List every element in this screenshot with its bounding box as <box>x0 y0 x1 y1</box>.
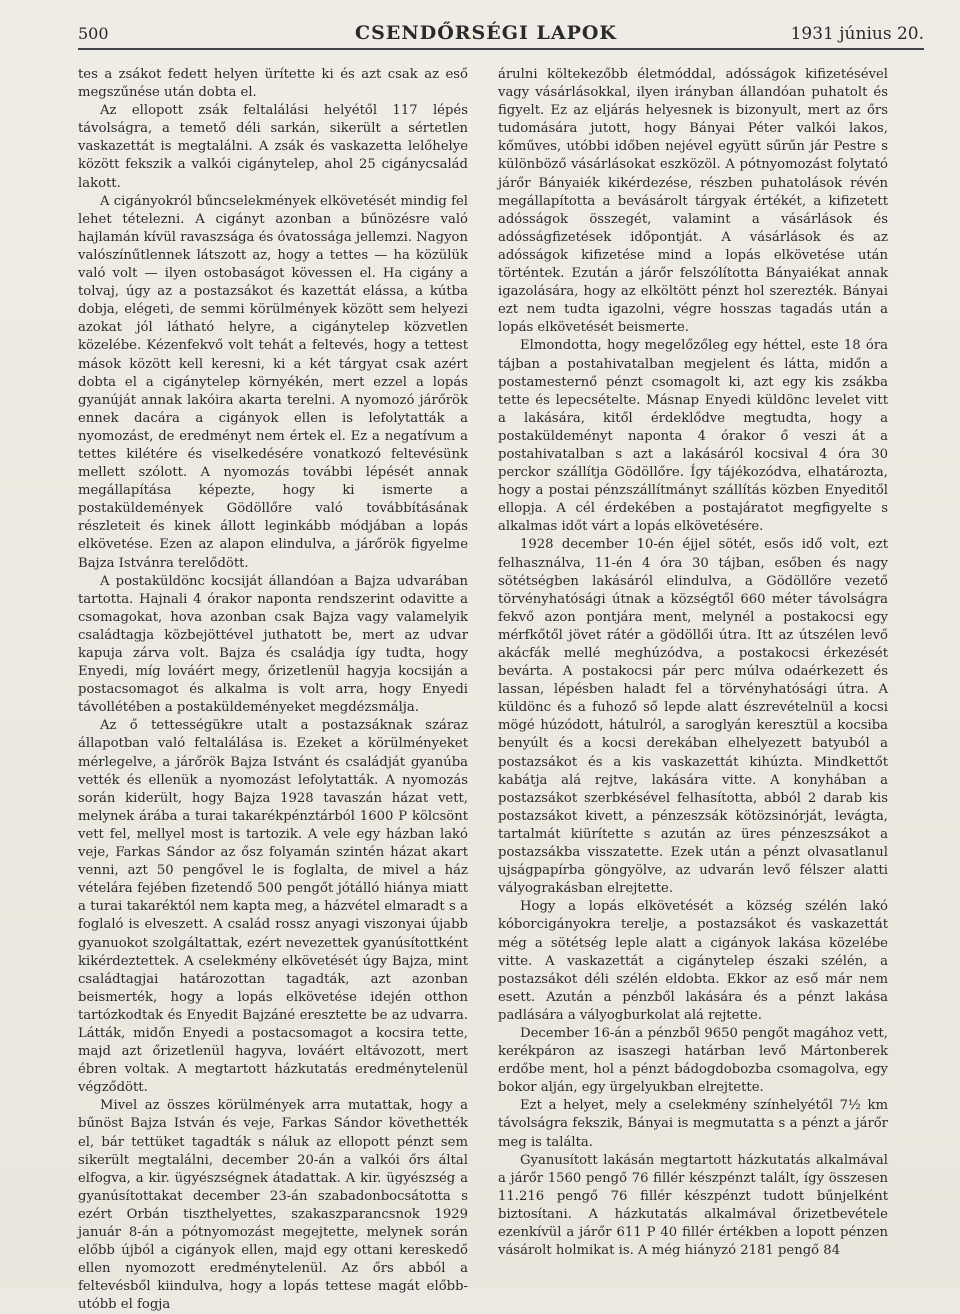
paragraph: Hogy a lopás elkövetését a község szélén lakó kóborcigányokra terelje, a postazsákot és vaskazettát még a sötétség leple alatt a cigányok lakása közelébe vitte. A vaskazettát a cigánytelep északi szélén, a postazsákot déli szélén eldobta. Ekkor az eső már nem esett. Azután a pénzből lakására és a pénzt lakása padlására a vályogburkolat alá rejtette. <box>498 899 888 1023</box>
paragraph: Mivel az összes körülmények arra mutattak, hogy a bűnöst Bajza István és veje, Farkas Sándor követhették el, bár tettüket tagadták s náluk az ellopott pénzt sem sikerült megtalálni, december 20-án a valkói őrs által elfogva, a kir. ügyészségnek átadattak. A kir. ügyészség a gyanúsítottakat december 23-án szabadonbocsátotta s ezért Orbán tiszthelyettes, szakaszparancsnok 1929 január 8-án a pótnyomozást megejtette, melynek során előbb újból a cigányok ellen, majd egy ottani kereskedő ellen nyomozott eredménytelenül. Az őrs abból a feltevésből kiindulva, hogy a lopás tettese magát előbb-utóbb el fogja <box>78 1098 468 1313</box>
paragraph: December 16-án a pénzből 9650 pengőt magához vett, kerékpáron az isaszegi határban levő Mártonberek erdőbe ment, hol a pénzt bádogdobozba csomagolva, egy bokor alján, egy ürgelyukban elrejtette. <box>498 1025 888 1096</box>
paragraph: Ezt a helyet, mely a cselekmény színhelyétől 7½ km távolságra fekszik, Bányai is megmutatta s a pénzt a járőr meg is találta. <box>498 1098 888 1150</box>
paragraph: 1928 december 10-én éjjel sötét, esős idő volt, ezt felhasználva, 11-én 4 óra 30 tájban, esőben és nagy sötétségben lakásáról elindulva, a Gödöllőre vezető törvényhatósági útnak a községtől 660 méter távolságra fekvő azon pontjára ment, melynél a postakocsi egy mérfkőtől jövet rátér a gödöllői útra. Itt az útszélen levő akácfák mellé meghúzódva, a postakocsi érkezését bevárta. A postakocsi pár perc múlva odaérkezett és lassan, lépésben haladt fel a törvényhatósági útra. A küldönc és a fuhoző ső lepde alatt észrevételnül a kocsi mögé húzódott, hátulról, a saroglyán keresztül a kocsiba benyúlt és a kocsi derekában elhelyezett batyuból a postazsákot és a kis vaskazettát kihúzta. Mindkettőt kabátja alá rejtve, lakására vitte. A konyhában a postazsákot szerbkésével felhasította, abból 2 darab kis postazsákot kivett, a pénzeszsák kötözsinórját, levágta, tartalmát kiürítette s azután az üres pénzeszsákot a postazsákba visszatette. Ezek után a pénzt olvasatlanul ujságpapírba göngyölve, az udvarán levő félszer alatti vályograkásban elrejtette. <box>498 537 888 897</box>
paragraph: tes a zsákot fedett helyen ürítette ki és azt csak az eső megszűnése után dobta el. <box>78 67 468 101</box>
paragraph: Elmondotta, hogy megelőzőleg egy héttel, este 18 óra tájban a postahivatalban megjelent és látta, midőn a postamesternő pénzt csomagolt ki, azt egy kis zsákba tette és lepecsételte. Másnap Enyedi küldönc levelet vitt a lakására, kitől érdeklődve megtudta, hogy a postaküldeményt naponta 4 órakor ő veszi át a postahivatalban s azt a lakásáról kocsival 4 óra 30 perckor szállítja Gödöllőre. Így tájékozódva, elhatározta, hogy a postai pénzszállítmányt szállítás közben Enyeditől ellopja. A cél érdekében a postajáratot megfigyelte s alkalmas időt várt a lopás elkövetésére. <box>498 338 888 535</box>
right-column <box>498 66 888 1314</box>
issue-date: 1931 június 20. <box>790 24 924 44</box>
article-columns <box>78 66 924 1314</box>
paragraph: Az ő tettességükre utalt a postazsáknak száraz állapotban való feltalálása is. Ezeket a körülményeket mérlegelve, a járőrök Bajza Istvánt és családját gyanúba vették és ellenük a nyomozást lefolytatták. A nyomozás során kiderült, hogy Bajza 1928 tavaszán házat vett, melynek árába a turai takarékpénztárból 1600 P kölcsönt vett fel, mellyel most is tartozik. A vele egy házban lakó veje, Farkas Sándor az ősz folyamán szintén házat akart venni, azt 50 pengővel le is foglalta, de mivel a ház vételára fejében fizetendő 500 pengőt jótálló hiánya miatt a turai takaréktól nem kapta meg, a házvétel elmaradt s a foglaló is elveszett. A család rossz anyagi viszonyai újabb gyanuokot szolgáltattak, ezért nevezettek gyanúsítottként kikérdeztettek. A cselekmény elkövetését úgy Bajza, mint családtagjai határozottan tagadták, azt azonban beismerték, hogy a lopás elkövetése idején otthon tartózkodtak és Enyedit Bajzáné eresztette be az udvarra. Látták, midőn Enyedi a postacsomagot a kocsira tette, majd azt őrizetlenül hagyva, lováért eltávozott, mert ébren voltak. A megtartott házkutatás eredménytelenül végződött. <box>78 718 468 1096</box>
paragraph: A cigányokról bűncselekmények elkövetését mindig fel lehet tételezni. A cigányt azonban a bűnözésre való hajlamán kívül ravaszsága és óvatossága jellemzi. Nagyon valószínűtlennek látszott az, hogy a tettes — ha közülük való volt — ilyen ostobaságot kövessen el. Ha cigány a tolvaj, úgy az a postazsákot és kazettát elássa, a kútba dobja, elégeti, de semmi körülmények között sem helyezi azokat jól látható helyre, a cigánytelep közvetlen közelébe. Kézenfekvő volt tehát a feltevés, hogy a tettest mások között kell keresni, ki a két tárgyat csak azért dobta el a cigánytelep környékén, mert ezzel a lopás gyanúját annak lakóira akarta terelni. A nyomozó járőrök ennek dacára a cigányok ellen is lefolytatták a nyomozást, de eredményt nem értek el. Ez a negatívum a tettes kilétére és viselkedésére vonatkozó feltevésünk mellett szólott. A nyomozás további lépését annak megállapítása képezte, hogy ki ismerte a postaküldemények Gödöllőre való továbbításának részleteit és kinek állott leginkább módjában a lopás elkövetése. Ezen az alapon elindulva, a járőrök figyelme Bajza Istvánra terelődött. <box>78 193 468 571</box>
paragraph: árulni költekezőbb életmóddal, adósságok kifizetésével vagy vásárlásokkal, ilyen irányban állandóan puhatolt és figyelt. Ez az eljárás helyesnek is bizonyult, mert az őrs tudomására jutott, hogy Bányai Péter valkói lakos, kőműves, utóbbi időben nejével együtt sűrűn jár Pestre s különböző vásárlásokat eszközöl. A pótnyomozást folytató járőr Bányaiék kikérdezése, részben puhatolások révén megállapította a bevásárolt tárgyak értékét, a kifizetett adósságok összegét, valamint a vásárlások és adósságfizetések időpontját. A vásárlások és az adósságok kifizetése mind a lopás elkövetése után történtek. Ezután a járőr felszólította Bányaiékat annak igazolására, hogy az elköltött pénzt hol szerezték. Bányai ezt nem tudta igazolni, végre hosszas tagadás után a lopás elkövetését beismerte. <box>498 67 888 336</box>
page-header <box>78 22 924 50</box>
page-number: 500 <box>78 24 109 43</box>
left-column <box>78 66 468 1314</box>
paragraph: Az ellopott zsák feltalálási helyétől 117 lépés távolságra, a temető déli sarkán, sikerült a sértetlen vaskazettát is megtalálni. A zsák és vaskazetta lelőhelye között fekszik a valkói cigánytelep, ahol 25 cigánycsalád lakott. <box>78 103 468 191</box>
publication-title: CSENDŐRSÉGI LAPOK <box>355 22 617 44</box>
paragraph: A postaküldönc kocsiját állandóan a Bajza udvarában tartotta. Hajnali 4 órakor naponta rendszerint odavitte a csomagokat, hova azonban csak Bajza vagy valamelyik családtagja közbejöttével juthatott be, mert az udvar kapuja zárva volt. Bajza és családja így tudta, hogy Enyedi, míg lováért megy, őrizetlenül hagyja kocsiján a postacsomagot és alkalma is volt arra, hogy Enyedi távollétében a postaküldeményeket megdézsmálja. <box>78 573 468 716</box>
paragraph: Gyanusított lakásán megtartott házkutatás alkalmával a járőr 1560 pengő 76 fillér készpénzt talált, így összesen 11.216 pengő 76 fillér készpénzt tudott bűnjelként biztosítani. A házkutatás alkalmával őrizetbevétele ezenkívül a járőr 611 P 40 fillér értékben a lopott pénzen vásárolt holmikat is. A még hiányzó 2181 pengő 84 <box>498 1152 888 1259</box>
